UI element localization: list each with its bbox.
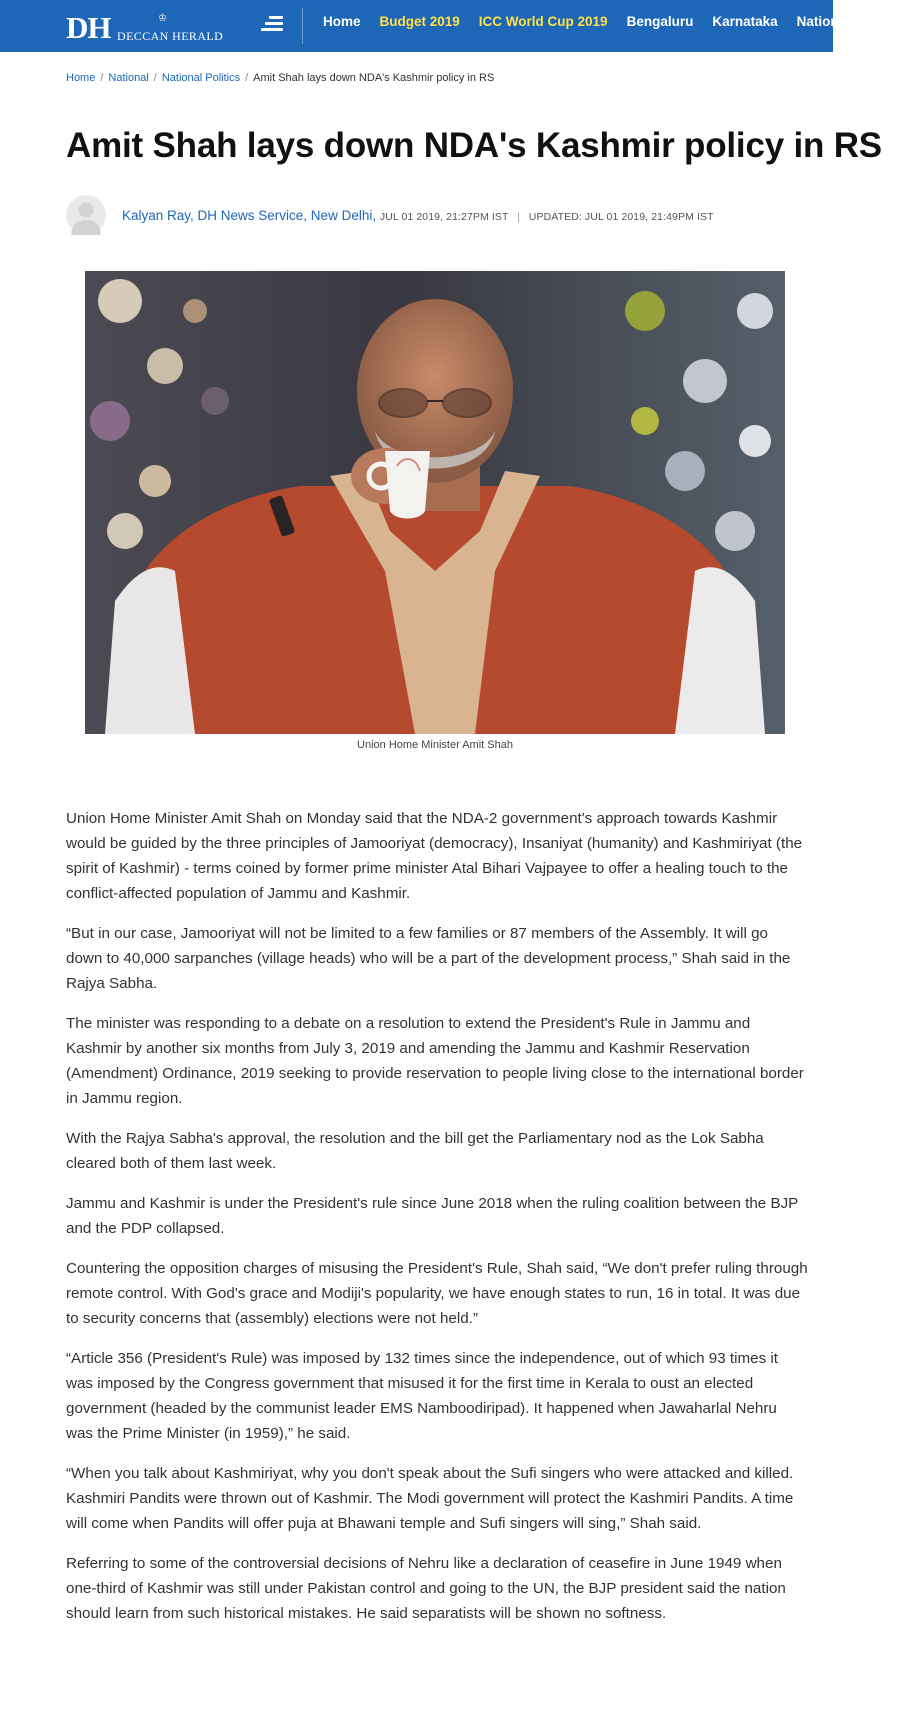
hamburger-menu-icon[interactable]: [261, 14, 283, 34]
article-body: [66, 806, 808, 1641]
article-paragraph: Union Home Minister Amit Shah on Monday said that the NDA-2 government's approach towards Kashmir would be guided by the three principles of Jamooriyat (democracy), Insaniyat (humanity) and Kashmiriyat (the spirit of Kashmir) - terms coined by former prime minister Atal Bihari Vajpayee to offer a healing touch to the conflict-affected population of Jammu and Kashmir.: [66, 810, 803, 902]
nav-item-karnataka[interactable]: Karnataka: [712, 14, 778, 29]
breadcrumb-separator: /: [245, 72, 249, 84]
logo-monogram: DH: [66, 10, 111, 45]
article-hero-image: [85, 271, 785, 734]
breadcrumb-separator: /: [100, 72, 104, 84]
hero-photo-illustration: [85, 271, 785, 734]
article-byline: [122, 207, 714, 226]
breadcrumb-separator: /: [153, 72, 157, 84]
main-nav: [323, 0, 897, 52]
breadcrumb-current: Amit Shah lays down NDA's Kashmir policy in RS: [253, 72, 495, 84]
nav-item-home[interactable]: Home: [323, 14, 361, 29]
article-paragraph: Referring to some of the controversial decisions of Nehru like a declaration of ceasefire in June 1949 when one-third of Kashmir was still under Pakistan control and going to the UN, the BJP president said the nation should learn from such historical mistakes. He said separatists will be shown no softness.: [66, 1555, 786, 1622]
logo-wordmark: DECCAN HERALD: [117, 29, 224, 43]
updated-date: UPDATED: JUL 01 2019, 21:49PM IST: [528, 211, 714, 223]
article-paragraph: Jammu and Kashmir is under the President's rule since June 2018 when the ruling coalition between the BJP and the PDP collapsed.: [66, 1195, 799, 1237]
article-paragraph: “Article 356 (President's Rule) was imposed by 132 times since the independence, out of which 93 times it was imposed by the Congress government that misused it for the first time in Kerala to oust an elected government (headed by the communist leader EMS Namboodiripad). It happened when Jawaharlal Nehru was the Prime Minister (in 1959),” he said.: [66, 1350, 779, 1442]
image-caption: Union Home Minister Amit Shah: [357, 739, 513, 751]
nav-divider: [302, 8, 303, 44]
article-paragraph: With the Rajya Sabha's approval, the resolution and the bill get the Parliamentary nod as the Lok Sabha cleared both of them last week.: [66, 1130, 764, 1172]
author-link[interactable]: Kalyan Ray, DH News Service, New Delhi,: [122, 208, 377, 223]
nav-item-national[interactable]: National: [796, 14, 850, 29]
article-paragraph: The minister was responding to a debate on a resolution to extend the President's Rule in Jammu and Kashmir by another six months from July 3, 2019 and amending the Jammu and Kashmir Reservation (Amendment) Ordinance, 2019 seeking to provide reservation to people living close to the international border in Jammu region.: [66, 1015, 804, 1107]
breadcrumb-national-politics[interactable]: National Politics: [161, 72, 241, 84]
article-title: Amit Shah lays down NDA's Kashmir policy in RS: [66, 126, 882, 165]
byline-separator: |: [517, 211, 521, 223]
article-paragraph: “When you talk about Kashmiriyat, why you don't speak about the Sufi singers who were attacked and killed. Kashmiri Pandits were thrown out of Kashmir. The Modi government will protect the Kashmiri Pandits. A time will come when Pandits will offer puja at Bhawani temple and Sufi singers will sing,” Shah said.: [66, 1465, 794, 1532]
breadcrumb: [66, 72, 494, 84]
article-paragraph: “But in our case, Jamooriyat will not be limited to a few families or 87 members of the Assembly. It will go down to 40,000 sarpanches (village heads) who will be a part of the development process,” Shah said in the Rajya Sabha.: [66, 925, 791, 992]
nav-item-truncated[interactable]: S: [868, 14, 878, 29]
breadcrumb-national[interactable]: National: [108, 72, 149, 84]
breadcrumb-home[interactable]: Home: [66, 72, 96, 84]
top-navigation-bar: [0, 0, 878, 52]
article-paragraph: Countering the opposition charges of misusing the President's Rule, Shah said, “We don't prefer ruling through remote control. With God's grace and Modiji's popularity, we have enough states to run, 16 in total. It was due to security concerns that (assembly) elections were not held.”: [66, 1260, 808, 1327]
author-avatar: [66, 195, 106, 235]
logo-emblem-icon: ♔: [158, 13, 167, 24]
nav-item-icc-world-cup-2019[interactable]: ICC World Cup 2019: [478, 14, 608, 29]
nav-item-budget-2019[interactable]: Budget 2019: [379, 14, 460, 29]
user-silhouette-icon: [66, 195, 106, 235]
published-date: JUL 01 2019, 21:27PM IST: [379, 211, 509, 223]
nav-item-bengaluru[interactable]: Bengaluru: [626, 14, 694, 29]
